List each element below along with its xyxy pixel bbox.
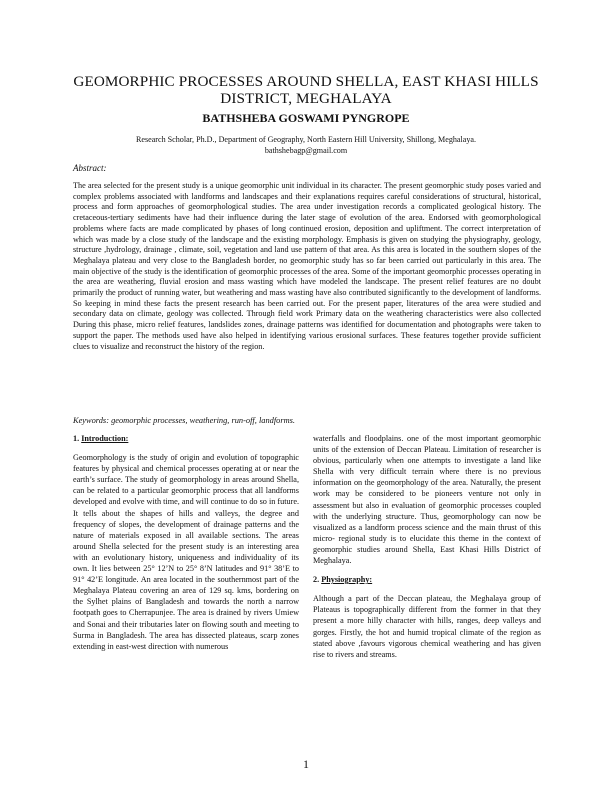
keywords-label: Keywords: bbox=[73, 416, 109, 425]
section-number: 1. bbox=[73, 434, 80, 443]
column-right bbox=[313, 433, 541, 660]
section-title: Physiography: bbox=[321, 575, 373, 585]
section-heading-physiography bbox=[313, 574, 541, 585]
abstract-text: The area selected for the present study is a unique geomorphic unit individual in its character. The present geomorphic study poses varied and complex problems associated with landforms and landscapes and their explanations requires careful considerations of structural, historical, process and form approaches of geomorphological studies. The area under investigation records a complicated geological history. The cretaceous-tertiary sediments have had their influence during the later stage of evolution of the area. Endorsed with geomorphological problems where facts are made complicated by phases of long continued erosion, deposition and upliftment. The correct interpretation of which was made by a close study of the landscape and the existing morphology. Emphasis is given on studying the physiography, geology, structure ,hydrology, drainage , climate, soil, vegetation and land use pattern of that area. As this area is located in the southern slopes of the Meghalaya plateau and very close to the Bangladesh border, no geomorphic study has so far been carried out particularly in this area. The main objective of the study is the identification of geomorphic processes of the area. Some of the important geomorphic processes operating in the area are weathering, fluvial erosion and mass wasting which have modeled the landscape. The present relief features are no doubt primarily the product of running water, but weathering and mass wasting have also contributed significantly to the development of landforms. So keeping in mind these facts the present research has been carried out. For the present paper, literatures of the area were studied and secondary data on climate, geology was collected. Through field work Primary data on the weathering characteristics were also collected During this phase, micro relief features, landslides zones, drainage patterns was identified for documentation and photographs were taken to support the paper. The methods used have also helped in identifying various erosional surfaces. These features together provide sufficient clues to visualize and reconstruct the history of the region. bbox=[73, 181, 541, 351]
author-name: BATHSHEBA GOSWAMI PYNGROPE bbox=[202, 111, 410, 125]
affiliation: Research Scholar, Ph.D., Department of Geography, North Eastern Hill University, Shillong, Meghalaya. bbox=[135, 135, 477, 144]
introduction-continuation: waterfalls and floodplains. one of the most important geomorphic units of the extension of Deccan Plateau. Limitation of researcher is obvious, particularly when one attempts to investigate a land like Shella with very difficult terrain where there is no previous information on the geomorphology of the area. Naturally, the present work may be considered to be pioneers venture not only in assessment but also in evaluation of geomorphic processes coupled with the underlying structure. Thus, geomorphology can now be visualized as a landform process science and the main thrust of this micro- regional study is to elucidate this theme in the context of geomorphic studies around Shella, East Khasi Hills District of Meghalaya. bbox=[313, 434, 541, 566]
introduction-paragraph: Geomorphology is the study of origin and evolution of topographic features by physical and chemical processes operating at or near the earth’s surface. The study of geomorphology in areas around Shella, can be related to a particular geomorphic process that all landforms developed and evolve with time, and will continue to do so in future. It tells about the shapes of hills and valleys, the degree and frequency of slopes, the development of drainage patterns and the nature of materials exposed in all available sections. The areas around Shella selected for the present study is an interesting area with an evolutionary history, uniqueness and individuality of its own. It lies between 25° 12’N to 25° 8’N latitudes and 91° 38’E to 91° 42’E longitude. An area located in the southernmost part of the Meghalaya Plateau covering an area of 129 sq. kms, bordering on the Sylhet plains of Bangladesh and towards the north a narrow footpath goes to Cherrapunjee. The area is drained by rivers Umiew and Sonai and their tributaries later on flowing south and meeting to Surma in Bangladesh. The area has dissected plateaus, scarp zones extending in east-west direction with numerous bbox=[73, 453, 299, 651]
keywords-line bbox=[73, 416, 541, 425]
physiography-paragraph: Although a part of the Deccan plateau, the Meghalaya group of Plateaus is topographically different from the former in that they present a more hilly character with hills, ranges, deep valleys and gorges. Firstly, the hot and humid tropical climate of the region as stated above ,favours vigorous chemical weathering and has given rise to rivers and streams. bbox=[313, 594, 541, 659]
section-number: 2. bbox=[313, 575, 320, 585]
section-heading-introduction bbox=[73, 433, 299, 444]
column-left bbox=[73, 433, 299, 652]
page-number: 1 bbox=[303, 757, 309, 771]
author-email[interactable]: bathshebagp@gmail.com bbox=[264, 146, 348, 155]
section-title: Introduction: bbox=[81, 434, 129, 443]
abstract-heading: Abstract: bbox=[73, 163, 107, 173]
affiliation-block bbox=[60, 134, 552, 156]
keywords-text: geomorphic processes, weathering, run-off, landforms. bbox=[111, 416, 296, 425]
paper-title: GEOMORPHIC PROCESSES AROUND SHELLA, EAST KHASI HILLS DISTRICT, MEGHALAYA bbox=[73, 73, 539, 107]
